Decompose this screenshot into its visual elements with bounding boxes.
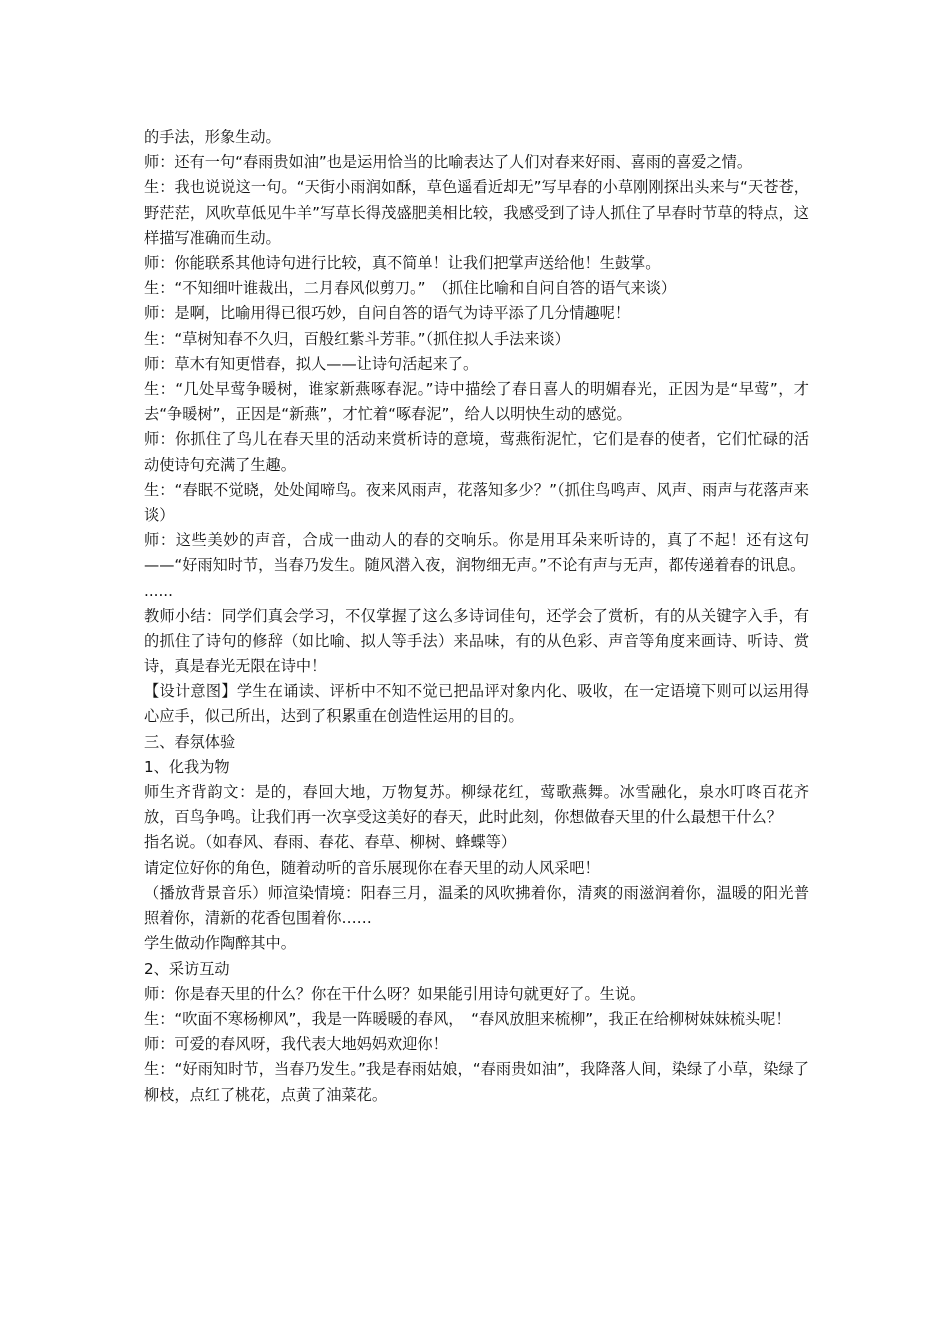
paragraph: 师：你能联系其他诗句进行比较，真不简单！让我们把掌声送给他！生鼓掌。 <box>144 254 661 273</box>
document-page <box>144 125 809 1108</box>
paragraph: 生：“好雨知时节，当春乃发生。”我是春雨姑娘，“春雨贵如油”，我降落人间，染绿了小草，染绿了柳枝，点红了桃花，点黄了油菜花。 <box>144 1060 809 1104</box>
paragraph: 指名说。（如春风、春雨、春花、春草、柳树、蜂蝶等） <box>144 833 517 852</box>
paragraph: 生：“不知细叶谁裁出，二月春风似剪刀。” （抓住比喻和自问自答的语气来谈） <box>144 279 677 298</box>
paragraph: 师：可爱的春风呀，我代表大地妈妈欢迎你！ <box>144 1035 448 1054</box>
subsection-heading: 1、化我为物 <box>144 757 230 776</box>
paragraph: （播放背景音乐）师渲染情境：阳春三月，温柔的风吹拂着你，清爽的雨滋润着你，温暖的阳光普照着你，清新的花香包围着你…… <box>144 883 809 928</box>
paragraph: 师：你抓住了鸟儿在春天里的活动来赏析诗的意境，莺燕衔泥忙，它们是春的使者，它们忙碌的活动使诗句充满了生趣。 <box>144 430 809 474</box>
design-intent-paragraph: 【设计意图】学生在诵读、评析中不知不觉已把品评对象内化、吸收，在一定语境下则可以运用得心应手，似己所出，达到了积累重在创造性运用的目的。 <box>144 682 809 726</box>
subsection-heading: 2、采访互动 <box>144 959 230 978</box>
paragraph: 师：这些美妙的声音，合成一曲动人的春的交响乐。你是用耳朵来听诗的，真了不起！还有这句——“好雨知时节，当春乃发生。随风潜入夜，润物细无声。”不论有声与无声，都传递着春的讯息。 <box>144 531 809 575</box>
paragraph: 生：“草树知春不久归，百般红紫斗芳菲。”（抓住拟人手法来谈） <box>144 329 570 348</box>
paragraph: 教师小结：同学们真会学习，不仅掌握了这么多诗词佳句，还学会了赏析，有的从关键字入手，有的抓住了诗句的修辞（如比喻、拟人等手法）来品味，有的从色彩、声音等角度来画诗、听诗、赏诗，真是春光无限在诗中！ <box>144 606 809 676</box>
section-heading: 三、春氛体验 <box>144 732 236 751</box>
paragraph: 请定位好你的角色，随着动听的音乐展现你在春天里的动人风采吧！ <box>144 858 600 877</box>
paragraph: 师：草木有知更惜春，拟人——让诗句活起来了。 <box>144 354 479 373</box>
paragraph: 学生做动作陶醉其中。 <box>144 934 296 953</box>
paragraph: 师：是啊，比喻用得已很巧妙，自问自答的语气为诗平添了几分情趣呢！ <box>144 304 630 323</box>
paragraph: 生：我也说说这一句。“天街小雨润如酥，草色遥看近却无”写早春的小草刚刚探出头来与“天苍苍，野茫茫，风吹草低见牛羊”写草长得茂盛肥美相比较，我感受到了诗人抓住了早春时节草的特点，这样描写准确而生动。 <box>144 178 809 247</box>
paragraph: 师：还有一句“春雨贵如油”也是运用恰当的比喻表达了人们对春来好雨、喜雨的喜爱之情。 <box>144 153 753 172</box>
paragraph: 生：“几处早莺争暖树，谁家新燕啄春泥。”诗中描绘了春日喜人的明媚春光，正因为是“早莺”，才去“争暖树”，正因是“新燕”，才忙着“啄春泥”，给人以明快生动的感觉。 <box>144 380 809 424</box>
paragraph: 师：你是春天里的什么？你在干什么呀？如果能引用诗句就更好了。生说。 <box>144 984 646 1003</box>
paragraph: 生：“吹面不寒杨柳风”，我是一阵暖暖的春风， “春风放胆来梳柳”，我正在给柳树妹妹梳头呢！ <box>144 1009 791 1028</box>
paragraph: 师生齐背韵文：是的，春回大地，万物复苏。柳绿花红，莺歌燕舞。冰雪融化，泉水叮咚百花齐放，百鸟争鸣。让我们再一次享受这美好的春天，此时此刻，你想做春天里的什么最想干什么？ <box>144 783 809 827</box>
paragraph: 生：“春眠不觉晓，处处闻啼鸟。夜来风雨声，花落知多少？”（抓住鸟鸣声、风声、雨声与花落声来谈） <box>144 480 809 525</box>
paragraph: 的手法，形象生动。 <box>144 128 281 146</box>
ellipsis-line: ...... <box>144 581 173 600</box>
